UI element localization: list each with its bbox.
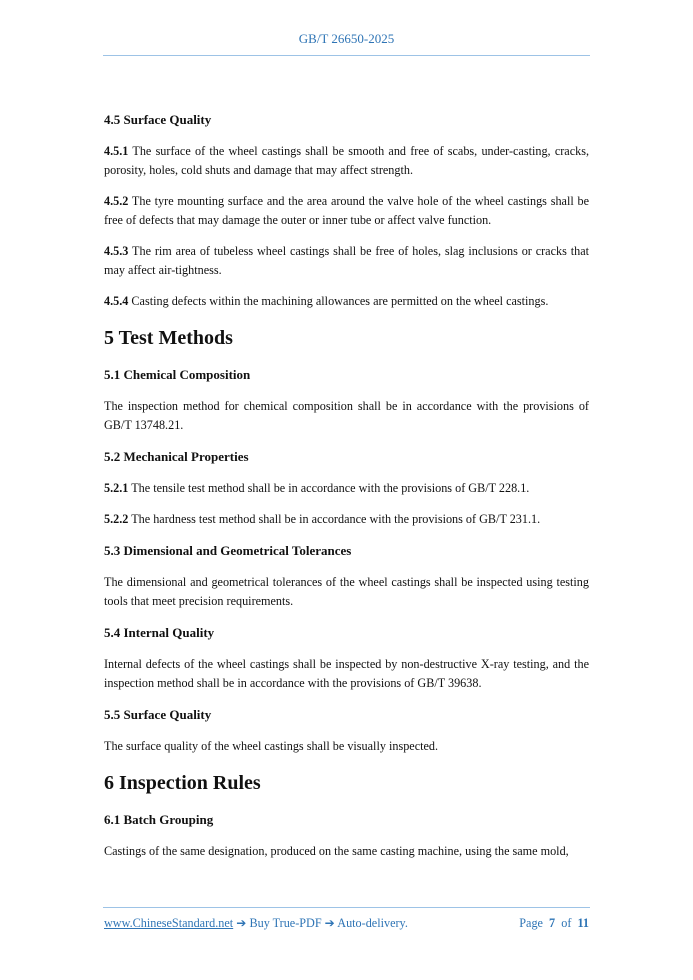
footer-promo-text: ➔ Buy True-PDF ➔ Auto-delivery.	[233, 916, 408, 930]
paragraph-5-5: The surface quality of the wheel castings shall be visually inspected.	[104, 739, 439, 753]
clause-number: 5.2.2	[104, 512, 129, 526]
section-heading-4-5: 4.5 Surface Quality	[104, 112, 212, 127]
clause-number: 4.5.1	[104, 144, 129, 158]
clause-4-5-4	[104, 292, 589, 311]
paragraph-5-1: The inspection method for chemical composition shall be in accordance with the provisions of GB/T 13748.21.	[104, 399, 589, 432]
section-heading-5-5: 5.5 Surface Quality	[104, 707, 212, 722]
clause-text: The surface of the wheel castings shall be smooth and free of scabs, under-casting, cracks, porosity, holes, cold shuts and damage that may affect strength.	[104, 144, 589, 177]
clause-text: The rim area of tubeless wheel castings shall be free of holes, slag inclusions or cracks that may affect air-tightness.	[104, 244, 589, 277]
section-heading-6-1: 6.1 Batch Grouping	[104, 812, 214, 827]
of-label: of	[561, 916, 572, 930]
header-rule	[103, 55, 590, 56]
clause-5-2-1	[104, 479, 589, 498]
footer-promo	[104, 916, 408, 931]
section-heading-5-4: 5.4 Internal Quality	[104, 625, 215, 640]
clause-number: 4.5.2	[104, 194, 129, 208]
section-heading-5-2: 5.2 Mechanical Properties	[104, 449, 249, 464]
clause-text: The hardness test method shall be in accordance with the provisions of GB/T 231.1.	[128, 512, 541, 526]
clause-number: 4.5.3	[104, 244, 129, 258]
footer-rule	[103, 907, 590, 908]
paragraph-5-3: The dimensional and geometrical tolerances of the wheel castings shall be inspected using testing tools that meet precision requirements.	[104, 575, 589, 608]
clause-text: The tensile test method shall be in accordance with the provisions of GB/T 228.1.	[128, 481, 530, 495]
website-link[interactable]: www.ChineseStandard.net	[104, 916, 234, 930]
document-body	[104, 110, 589, 873]
clause-number: 5.2.1	[104, 481, 129, 495]
page-label: Page	[519, 916, 543, 930]
document-header-title: GB/T 26650-2025	[298, 31, 395, 46]
chapter-heading-5: 5 Test Methods	[104, 327, 233, 349]
paragraph-6-1: Castings of the same designation, produced on the same casting machine, using the same mold,	[104, 844, 569, 858]
page-current: 7	[549, 916, 556, 930]
chapter-heading-6: 6 Inspection Rules	[104, 772, 261, 794]
section-heading-5-1: 5.1 Chemical Composition	[104, 367, 251, 382]
clause-5-2-2	[104, 510, 589, 529]
clause-4-5-3	[104, 242, 589, 280]
clause-text: The tyre mounting surface and the area around the valve hole of the wheel castings shall be free of defects that may damage the outer or inner tube or affect valve function.	[104, 194, 589, 227]
clause-4-5-1	[104, 142, 589, 180]
page-indicator	[519, 916, 589, 931]
clause-4-5-2	[104, 192, 589, 230]
section-heading-5-3: 5.3 Dimensional and Geometrical Tolerances	[104, 543, 352, 558]
page-total: 11	[577, 916, 589, 930]
clause-text: Casting defects within the machining allowances are permitted on the wheel castings.	[128, 294, 549, 308]
document-footer	[104, 916, 589, 931]
clause-number: 4.5.4	[104, 294, 129, 308]
paragraph-5-4: Internal defects of the wheel castings shall be inspected by non-destructive X-ray testing, and the inspection method shall be in accordance with the provisions of GB/T 39638.	[104, 657, 589, 690]
